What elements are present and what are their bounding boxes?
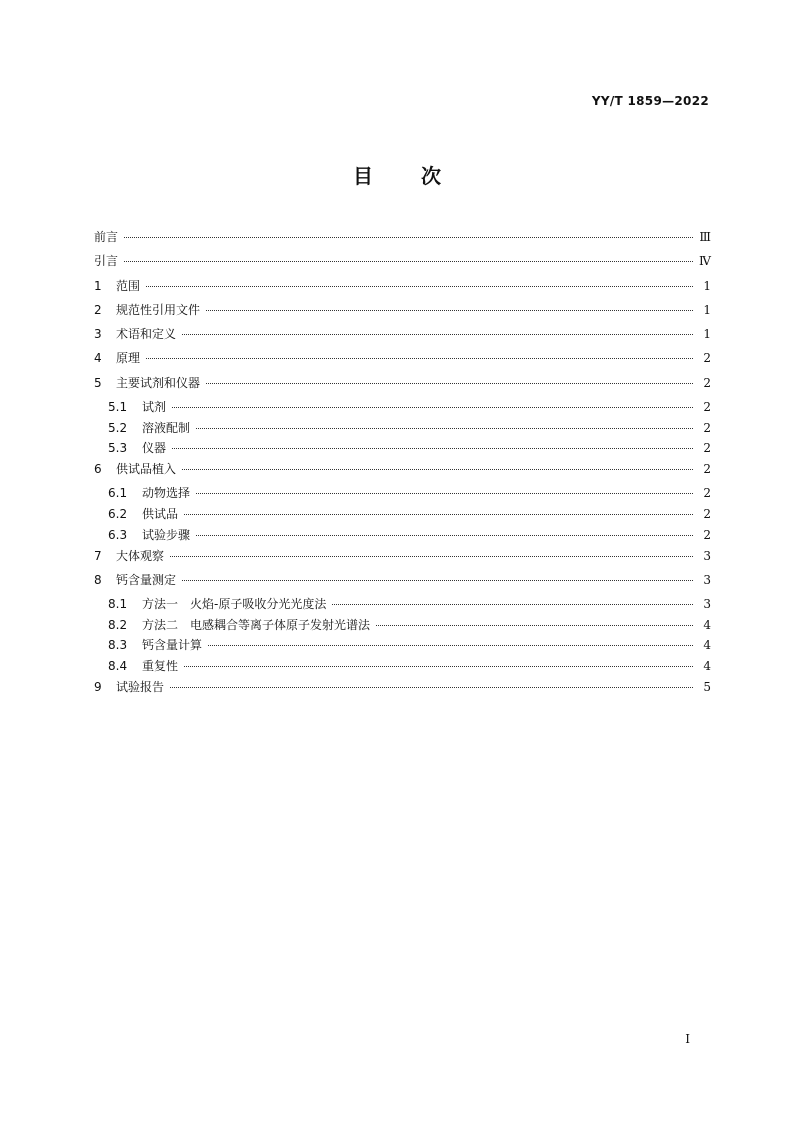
- toc-leader-dots: [182, 469, 693, 470]
- toc-entry[interactable]: [94, 571, 711, 595]
- toc-leader-dots: [196, 428, 693, 429]
- standard-code: YY/T 1859—2022: [591, 94, 709, 108]
- toc-entry-page: 2: [703, 441, 711, 456]
- toc-entry-page: Ⅳ: [699, 254, 711, 269]
- toc-entry-number: 6.1: [108, 486, 128, 501]
- toc-entry[interactable]: [94, 547, 711, 571]
- toc-leader-dots: [170, 687, 693, 688]
- toc-entry-number: 6: [94, 462, 102, 477]
- toc-entry[interactable]: [94, 657, 711, 678]
- toc-entry-page: 4: [703, 617, 711, 632]
- toc-entry-number: 8.3: [108, 638, 128, 653]
- toc-entry-number: 5.3: [108, 441, 128, 456]
- toc-entry-title: 重复性: [142, 659, 179, 674]
- toc-leader-dots: [124, 261, 693, 262]
- toc-entry-page: Ⅲ: [699, 230, 711, 244]
- toc-entry-number: 2: [94, 302, 102, 317]
- toc-entry-number: 5: [94, 375, 102, 390]
- toc-entry-number: 4: [94, 351, 102, 366]
- toc-entry-title: 供试品植入: [116, 462, 177, 477]
- toc-leader-dots: [206, 383, 693, 384]
- toc-entry-page: 1: [703, 327, 711, 342]
- toc-leader-dots: [146, 358, 693, 359]
- toc-leader-dots: [208, 645, 693, 646]
- toc-entry[interactable]: [94, 349, 711, 373]
- toc-leader-dots: [182, 334, 693, 335]
- toc-entry[interactable]: [94, 252, 711, 276]
- toc-entry-title: 方法一 火焰-原子吸收分光光度法: [142, 597, 327, 612]
- toc-entry[interactable]: [94, 325, 711, 349]
- toc-entry-page: 2: [703, 351, 711, 366]
- toc-entry[interactable]: [94, 301, 711, 325]
- page-title-part1: 目: [353, 164, 373, 188]
- toc-entry-page: 1: [703, 278, 711, 293]
- toc-entry[interactable]: [94, 374, 711, 398]
- toc-leader-dots: [172, 448, 693, 449]
- toc-entry-title: 规范性引用文件: [116, 302, 201, 317]
- toc-entry-page: 2: [703, 462, 711, 477]
- toc-entry[interactable]: [94, 228, 711, 252]
- toc-entry-title: 试验报告: [116, 679, 165, 694]
- toc-entry-page: 3: [703, 572, 711, 587]
- toc-entry-number: 8.1: [108, 597, 128, 612]
- toc-leader-dots: [172, 407, 693, 408]
- toc-entry-title: 仪器: [142, 441, 167, 456]
- page-title-part2: 次: [421, 164, 441, 188]
- toc-entry[interactable]: [94, 484, 711, 505]
- toc-entry-title: 试验步骤: [142, 527, 191, 542]
- toc-entry-page: 2: [703, 486, 711, 501]
- toc-entry[interactable]: [94, 595, 711, 616]
- toc-entry-title: 前言: [94, 230, 119, 244]
- toc-entry-page: 2: [703, 507, 711, 522]
- toc-leader-dots: [206, 310, 693, 311]
- toc-entry-page: 5: [703, 679, 711, 694]
- toc-entry-title: 试剂: [142, 400, 167, 415]
- toc-leader-dots: [376, 625, 693, 626]
- toc-entry-number: 5.2: [108, 420, 128, 435]
- toc-entry[interactable]: [94, 439, 711, 460]
- toc-entry-page: 3: [703, 548, 711, 563]
- toc-leader-dots: [124, 237, 693, 238]
- page-title: [0, 160, 794, 189]
- toc-entry[interactable]: [94, 419, 711, 440]
- table-of-contents: [94, 228, 711, 702]
- toc-entry-number: 9: [94, 679, 102, 694]
- toc-entry-title: 术语和定义: [116, 327, 177, 342]
- toc-entry-title: 供试品: [142, 507, 179, 522]
- toc-entry-title: 溶液配制: [142, 420, 191, 435]
- toc-entry-page: 4: [703, 659, 711, 674]
- toc-entry-title: 引言: [94, 254, 119, 269]
- toc-entry-number: 1: [94, 278, 102, 293]
- toc-entry-number: 5.1: [108, 400, 128, 415]
- toc-entry-number: 6.3: [108, 527, 128, 542]
- page-number: I: [685, 1032, 690, 1046]
- toc-leader-dots: [196, 493, 693, 494]
- toc-entry-page: 2: [703, 420, 711, 435]
- toc-leader-dots: [146, 286, 693, 287]
- toc-entry-title: 钙含量测定: [116, 572, 177, 587]
- toc-leader-dots: [182, 580, 693, 581]
- toc-entry[interactable]: [94, 505, 711, 526]
- toc-entry[interactable]: [94, 616, 711, 637]
- toc-entry-page: 3: [703, 597, 711, 612]
- toc-leader-dots: [184, 666, 693, 667]
- toc-entry-title: 动物选择: [142, 486, 191, 501]
- toc-entry-page: 4: [703, 638, 711, 653]
- toc-entry-number: 8.4: [108, 659, 128, 674]
- toc-entry-number: 3: [94, 327, 102, 342]
- toc-entry-number: 8: [94, 572, 102, 587]
- toc-entry[interactable]: [94, 277, 711, 301]
- toc-entry-number: 7: [94, 548, 102, 563]
- toc-entry-title: 方法二 电感耦合等离子体原子发射光谱法: [142, 617, 371, 632]
- toc-leader-dots: [184, 514, 693, 515]
- toc-entry-page: 2: [703, 375, 711, 390]
- toc-entry[interactable]: [94, 678, 711, 702]
- toc-entry-title: 大体观察: [116, 548, 165, 563]
- toc-entry-title: 范围: [116, 278, 141, 293]
- toc-entry[interactable]: [94, 526, 711, 547]
- toc-entry-title: 主要试剂和仪器: [116, 375, 201, 390]
- toc-leader-dots: [332, 604, 693, 605]
- toc-entry-number: 6.2: [108, 507, 128, 522]
- toc-entry-number: 8.2: [108, 617, 128, 632]
- toc-entry-page: 1: [703, 302, 711, 317]
- toc-entry[interactable]: [94, 636, 711, 657]
- toc-entry[interactable]: [94, 460, 711, 484]
- toc-entry-title: 钙含量计算: [142, 638, 203, 653]
- toc-leader-dots: [170, 556, 693, 557]
- toc-entry-title: 原理: [116, 351, 141, 366]
- toc-leader-dots: [196, 535, 693, 536]
- toc-entry-page: 2: [703, 400, 711, 415]
- toc-entry[interactable]: [94, 398, 711, 419]
- toc-entry-page: 2: [703, 527, 711, 542]
